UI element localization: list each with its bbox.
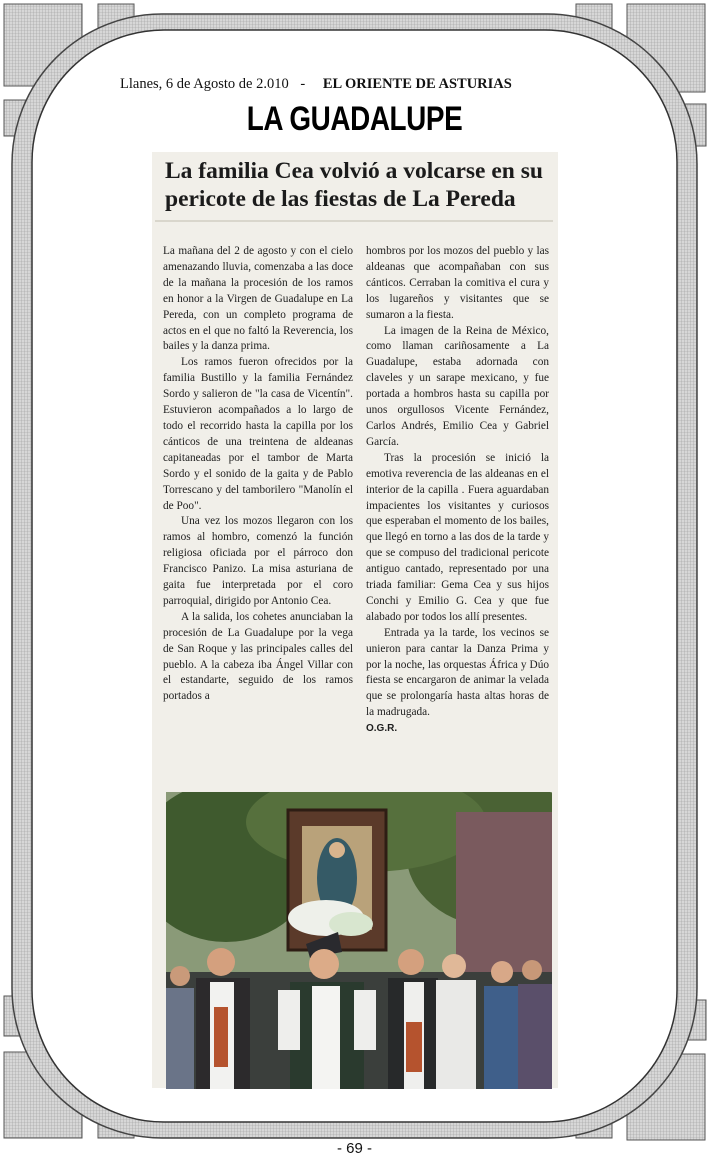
header-separator: - bbox=[300, 76, 306, 92]
article-author: O.G.R. bbox=[366, 723, 398, 735]
paragraph: Tras la procesión se inició la emotiva reverencia de las aldeanas en el interior de la capilla . Fuera aguardaban impacientes los visitantes y curiosos que esperaban el momento de los bailes, que llegó en torno a las dos de la tarde y que se compuso del tradicional pericote antiguo cantado, representado por una triada familiar: Gema Cea y sus hijos Conchi y Emilio G. Cea y que fue alabado por todos los allí presentes. bbox=[366, 451, 549, 623]
place-date: Llanes, 6 de Agosto de 2.010 bbox=[120, 76, 289, 92]
newspaper-header bbox=[120, 76, 590, 93]
article-column-left bbox=[163, 244, 353, 705]
section-title: LA GUADALUPE bbox=[246, 100, 463, 138]
paragraph: Los ramos fueron ofrecidos por la familia Bustillo y la familia Fernández Sordo y salieron de "la casa de Vicentín". Estuvieron acompañados a lo largo de todo el recorrido hasta la capilla por los cánticos de una treintena de aldeanas capitaneadas por el tambor de Marta Sordo y el sonido de la gaita y de Pablo Torrescano y del tamborilero "Manolín el de Poo". bbox=[163, 356, 353, 512]
headline-divider bbox=[155, 220, 553, 222]
paragraph: La imagen de la Reina de México, como llaman cariñosamente a La Guadalupe, estaba adornada con claveles y un sarape mexicano, y fue portada a hombros hasta su capilla por unos orgullosos Vicente Fernández, Carlos Andrés, Emilio Cea y Gabriel García. bbox=[366, 324, 549, 448]
publication-name: EL ORIENTE DE ASTURIAS bbox=[322, 76, 512, 92]
article-headline: La familia Cea volvió a volcarse en su pericote de las fiestas de La Pereda bbox=[165, 158, 543, 212]
paragraph: Entrada ya la tarde, los vecinos se unieron para cantar la Danza Prima y por la noche, las orquestas África y Dúo fiesta se encargaron de animar la velada que se prolongaría hasta altas horas de la madrugada. bbox=[366, 626, 549, 719]
paragraph: La mañana del 2 de agosto y con el cielo amenazando lluvia, comenzaba a las doce de la mañana la procesión de los ramos en honor a la Virgen de Guadalupe en La Pereda, con un completo programa de actos en el que no faltó la Reverencia, los bailes y la danza prima. bbox=[163, 245, 353, 353]
paragraph: A la salida, los cohetes anunciaban la procesión de La Guadalupe por la vega de San Roque y las principales calles del pueblo. A la cabeza iba Ángel Villar con el estandarte, seguido de los ramos portados a bbox=[163, 610, 353, 703]
procession-photo bbox=[166, 792, 552, 1089]
paragraph: Una vez los mozos llegaron con los ramos al hombro, comenzó la función religiosa oficiada por el párroco don Francisco Panizo. La misa asturiana de gaita fue interpretada por el coro parroquial, dirigido por Antonio Cea. bbox=[163, 515, 353, 607]
article-column-right bbox=[366, 244, 549, 737]
paragraph: hombros por los mozos del pueblo y las aldeanas que acompañaban con sus cánticos. Cerraban la comitiva el cura y los lugareños y visitantes que se sumaron a la fiesta. bbox=[366, 245, 549, 321]
page-number: - 69 - bbox=[336, 1140, 372, 1157]
